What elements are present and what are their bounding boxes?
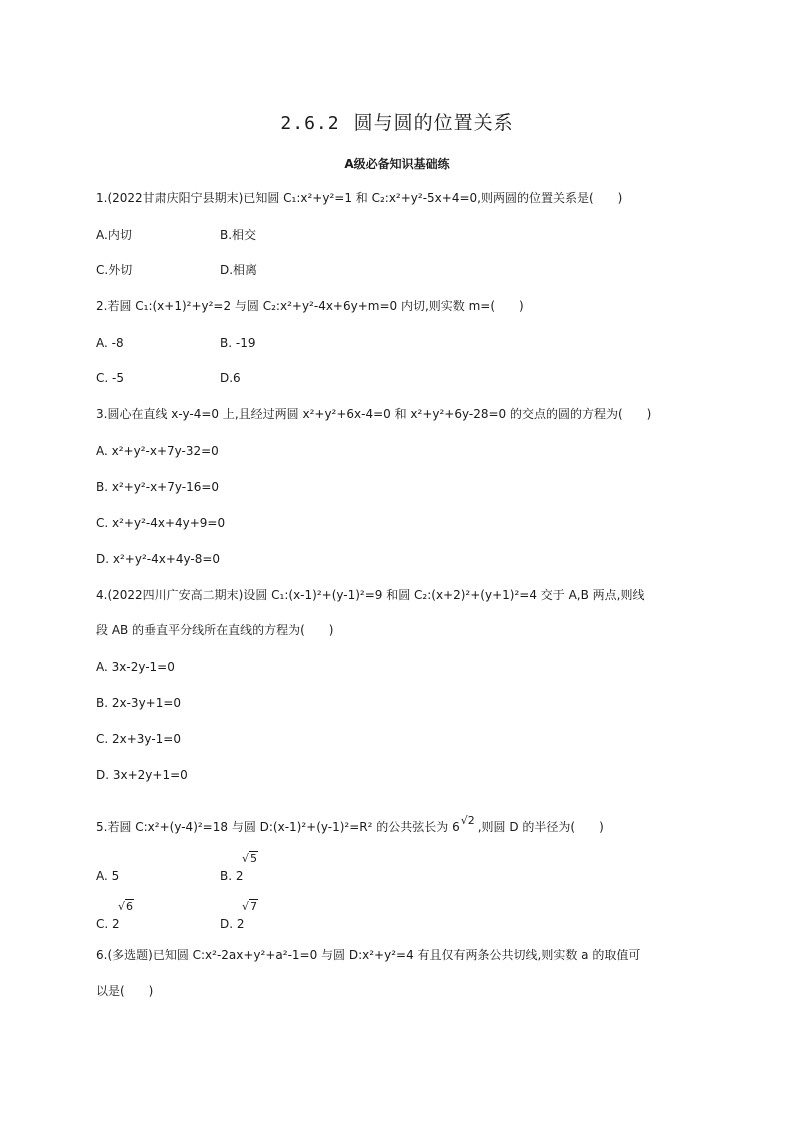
q4-option-a: A. 3x-2y-1=0 [96, 660, 175, 674]
q4-option-c: C. 2x+3y-1=0 [96, 732, 181, 746]
q6-stem-line1: 6.(多选题)已知圆 C:x²-2ax+y²+a²-1=0 与圆 D:x²+y²=4 有且仅有两条公共切线,则实数 a 的取值可 [96, 948, 641, 962]
q3-option-a: A. x²+y²-x+7y-32=0 [96, 444, 219, 458]
q6-stem-line2: 以是( ) [96, 984, 154, 998]
q5-sqrt-main-radicand: 2 [467, 814, 475, 827]
q5-stem: 5.若圆 C:x²+(y-4)²=18 与圆 D:(x-1)²+(y-1)²=R² 的公共弦长为 6 √2 ,则圆 D 的半径为( ) [96, 814, 604, 834]
q5-option-b: B. 2 [220, 869, 244, 883]
q3-option-b: B. x²+y²-x+7y-16=0 [96, 480, 220, 494]
q2-option-a: A. -8 [96, 336, 124, 350]
q5-option-b-radicand: 5 [250, 852, 258, 865]
q5-option-c-sqrt: √6 [118, 900, 134, 913]
title-number: 2.6.2 [280, 113, 340, 134]
page-title [0, 108, 794, 135]
q5-option-c-radicand: 6 [126, 900, 134, 913]
q5-stem-after: ,则圆 D 的半径为( ) [477, 820, 604, 834]
q2-option-d: D.6 [220, 371, 241, 385]
section-heading: A级必备知识基础练 [344, 157, 450, 171]
q4-option-d: D. 3x+2y+1=0 [96, 768, 188, 782]
title-text: 圆与圆的位置关系 [353, 112, 514, 134]
q1-option-a: A.内切 [96, 228, 132, 242]
q3-stem: 3.圆心在直线 x-y-4=0 上,且经过两圆 x²+y²+6x-4=0 和 x²+y²+6y-28=0 的交点的圆的方程为( ) [96, 407, 652, 421]
q5-option-d-sqrt: √7 [242, 900, 258, 913]
q2-option-c: C. -5 [96, 371, 124, 385]
q5-stem-before: 5.若圆 C:x²+(y-4)²=18 与圆 D:(x-1)²+(y-1)²=R² 的公共弦长为 6 [96, 820, 460, 834]
q5-option-b-sqrt: √5 [242, 852, 258, 865]
q3-option-c: C. x²+y²-4x+4y+9=0 [96, 516, 226, 530]
q3-option-d: D. x²+y²-4x+4y-8=0 [96, 552, 221, 566]
q5-option-c: C. 2 [96, 917, 120, 931]
q4-option-b: B. 2x-3y+1=0 [96, 696, 182, 710]
q4-stem-line2: 段 AB 的垂直平分线所在直线的方程为( ) [96, 623, 334, 637]
q1-option-b: B.相交 [220, 228, 257, 242]
q5-option-d-radicand: 7 [250, 900, 258, 913]
q1-option-c: C.外切 [96, 263, 133, 277]
q1-option-d: D.相离 [220, 263, 258, 277]
q5-option-a: A. 5 [96, 869, 120, 883]
q2-stem: 2.若圆 C₁:(x+1)²+y²=2 与圆 C₂:x²+y²-4x+6y+m=0 内切,则实数 m=( ) [96, 299, 524, 313]
q4-stem-line1: 4.(2022四川广安高二期末)设圆 C₁:(x-1)²+(y-1)²=9 和圆 C₂:(x+2)²+(y+1)²=4 交于 A,B 两点,则线 [96, 588, 645, 602]
q5-option-d: D. 2 [220, 917, 245, 931]
q1-stem: 1.(2022甘肃庆阳宁县期末)已知圆 C₁:x²+y²=1 和 C₂:x²+y²-5x+4=0,则两圆的位置关系是( ) [96, 191, 623, 205]
q2-option-b: B. -19 [220, 336, 256, 350]
